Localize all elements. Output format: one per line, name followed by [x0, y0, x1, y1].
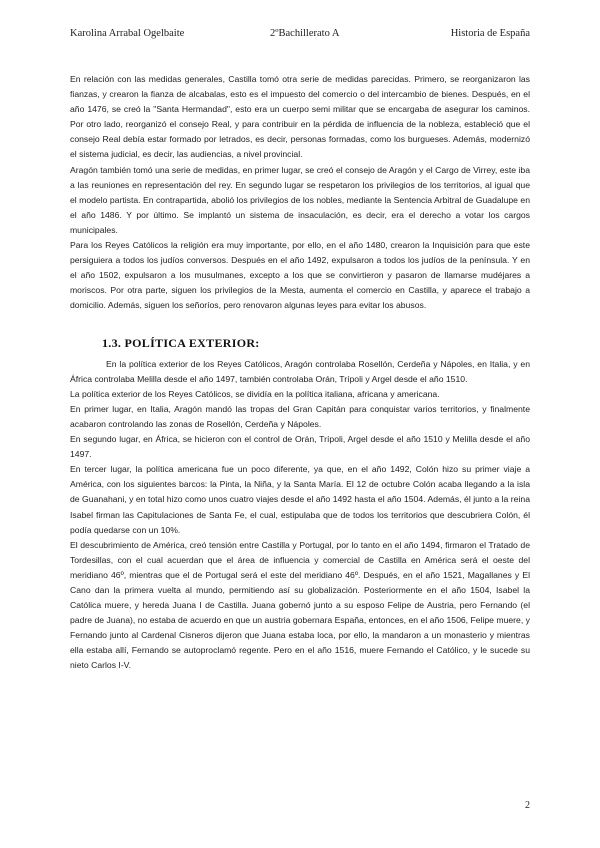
paragraph-religion: Para los Reyes Católicos la religión era muy importante, por ello, en el año 1480, crearon la Inquisición para que este persiguiera a todos los judíos conversos. Después en el año 1492, expulsaron a todos los judíos de la península. Y en el año 1502, expulsaron a los musulmanes, excepto a los que se convirtieron y pasaron de llamarse mudéjares a moriscos. Por otra parte, siguen los privilegios de la Mesta, aumenta el comercio en Castilla, y aparece el trabajo a domicilio. Además, siguen los señoríos, pero renovaron algunas leyes para evitar los abusos.	[70, 240, 530, 311]
paragraph-castilla-measures: En relación con las medidas generales, Castilla tomó otra serie de medidas parecidas. Primero, se reorganizaron las fianzas, y crearon la fianza de alcabalas, esto es el impuesto del comercio o del intercambio de bienes. Después, en el año 1476, se creó la "Santa Hermandad", esto era un cuerpo semi militar que se encargaba de asegurar los caminos. Por otro lado, reorganizó el consejo Real, y para contribuir en la pérdida de influencia de la nobleza, estableció que el consejo Real debía estar formado por letrados, es decir, personas formadas, como los burgueses. Además, modernizó el sistema judicial, es decir, las audiencias, a nivel provincial.	[70, 74, 530, 160]
page-number: 2	[525, 800, 530, 811]
paragraph-foreign-policy-intro: En la política exterior de los Reyes Católicos, Aragón controlaba Rosellón, Cerdeña y Nápoles, en Italia, y en África controlaba Melilla desde el año 1497, también controlaba Orán, Trípoli y Argel desde el año 1510.	[70, 358, 530, 384]
section-heading: 1.3. POLÍTICA EXTERIOR:	[102, 335, 260, 350]
paragraph-africa: En segundo lugar, en África, se hicieron con el control de Orán, Trípoli, Argel desde el año 1510 y Melilla desde el año 1497.	[70, 434, 530, 460]
header-course: 2ºBachillerato A	[270, 28, 340, 39]
paragraph-italy: En primer lugar, en Italia, Aragón mandó las tropas del Gran Capitán para conquistar varios territorios, y finalmente acabaron controlando las zonas de Rosellón, Cerdeña y Nápoles.	[70, 403, 530, 429]
header-author: Karolina Arrabal Ogelbaite	[70, 28, 185, 39]
page-header	[70, 28, 530, 44]
paragraph-discovery: El descubrimiento de América, creó tensión entre Castilla y Portugal, por lo tanto en el año 1494, firmaron el Tratado de Tordesillas, con el cual acuerdan que el área de influencia y comercial de Castilla en América será el oeste del meridiano 46º, mientras que el de Portugal será el este del meridiano 46º. Después, en el año 1521, Magallanes y El Cano dan la primera vuelta al mundo, permitiendo así su globalización. Posteriormente en el año 1504, Isabel la Católica muere, y hereda Juana I de Castilla. Juana gobernó junto a su esposo Felipe de Austria, pero Fernando (el padre de Juana), no estaba de acuerdo en que un austria gobernara España, entonces, en el año 1506, Felipe muere, y Fernando junto al Cardenal Cisneros dijeron que Juana estaba loca, por ello, la mandaron a un monasterio y mientras ella estaba allí, Fernando se autoproclamó regente. Pero en el año 1516, muere Fernando el Católico, y le sucede su nieto Carlos I-V.	[70, 539, 530, 671]
paragraph-america: En tercer lugar, la política americana fue un poco diferente, ya que, en el año 1492, Colón hizo su primer viaje a América, con los siguientes barcos: la Pinta, la Niña, y la Santa María. El 12 de octubre Colón acaba llegando a la isla de Guanahani, y en total hizo como unos cuatro viajes desde el año 1492 hasta el año 1504. Además, él junto a la reina Isabel firman las Capitulaciones de Santa Fe, el cual, estipulaba que de todos los territorios que descubriera Colón, él podía quedarse con un 10%.	[70, 464, 530, 535]
document-body	[70, 72, 530, 674]
paragraph-policy-division: La política exterior de los Reyes Católicos, se dividía en la política italiana, africana y americana.	[70, 388, 440, 399]
header-subject: Historia de España	[450, 28, 530, 39]
paragraph-aragon-measures: Aragón también tomó una serie de medidas, en primer lugar, se creó el consejo de Aragón y el Cargo de Virrey, este iba a las reuniones en representación del rey. En segundo lugar se respetaron los privilegios de los territorios, al igual que el modelo partista. En contrapartida, abolió los privilegios de los nobles, mediante la Sentencia Arbitral de Guadalupe en el año 1486. Y por último. Se implantó un sistema de insaculación, es decir, era el derecho a votar los cargos municipales.	[70, 164, 530, 235]
